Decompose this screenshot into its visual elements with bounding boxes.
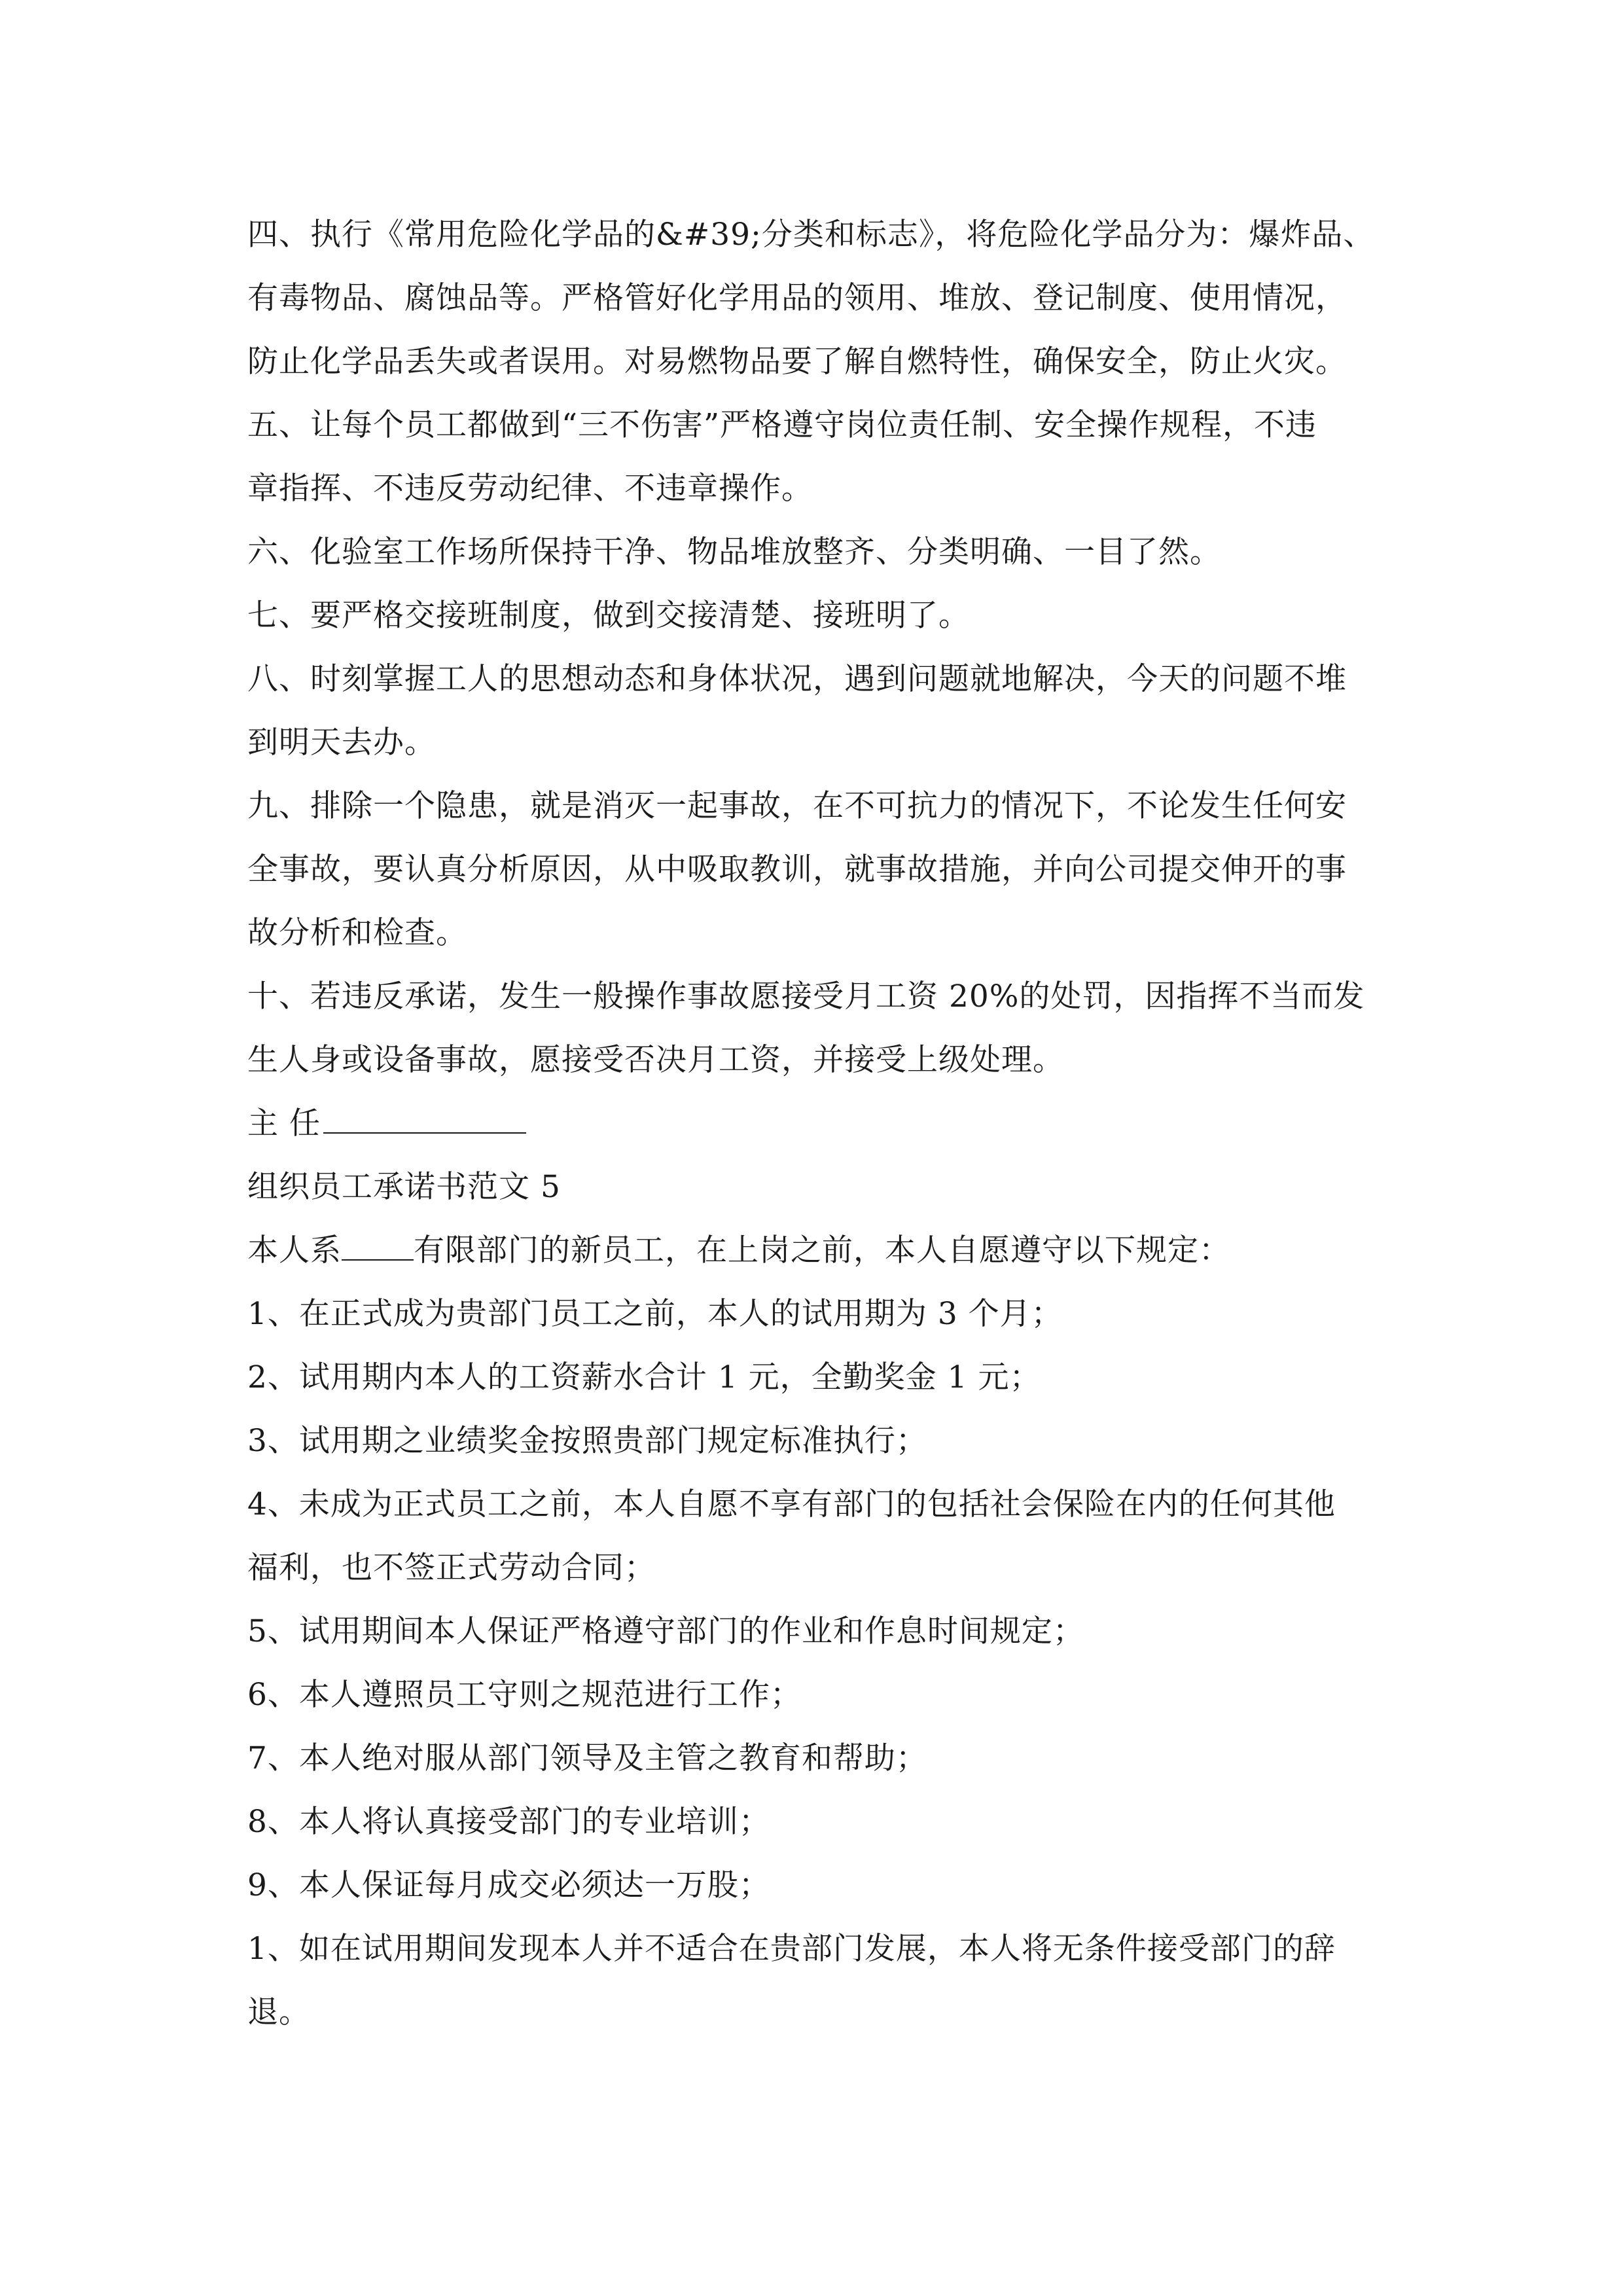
text-line: 七、要严格交接班制度，做到交接清楚、接班明了。 — [247, 598, 970, 634]
text-line: 全事故，要认真分析原因，从中吸取教训，就事故措施，并向公司提交伸开的事 — [247, 852, 1347, 888]
text-line: 六、化验室工作场所保持干净、物品堆放整齐、分类明确、一目了然。 — [247, 534, 1221, 570]
list-item: 5、试用期间本人保证严格遵守部门的作业和作息时间规定； — [247, 1613, 1084, 1649]
text-line: 章指挥、不违反劳动纪律、不违章操作。 — [247, 471, 813, 507]
list-item: 3、试用期之业绩奖金按照贵部门规定标准执行； — [247, 1423, 927, 1459]
text-line: 到明天去办。 — [247, 725, 436, 761]
intro-text-before: 本人系 — [247, 1232, 342, 1268]
text-line: 生人身或设备事故，愿接受否决月工资，并接受上级处理。 — [247, 1042, 1064, 1078]
list-item: 2、试用期内本人的工资薪水合计 1 元，全勤奖金 1 元； — [247, 1359, 1041, 1395]
signature-line — [247, 1092, 1386, 1155]
signature-label: 主 任 — [247, 1105, 321, 1141]
list-item: 4、未成为正式员工之前，本人自愿不享有部门的包括社会保险在内的任何其他 — [247, 1486, 1336, 1522]
list-item: 1、如在试用期间发现本人并不适合在贵部门发展，本人将无条件接受部门的辞 — [247, 1931, 1336, 1967]
intro-line — [247, 1219, 1386, 1282]
list-item: 7、本人绝对服从部门领导及主管之教育和帮助； — [247, 1740, 927, 1776]
list-item: 1、在正式成为贵部门员工之前，本人的试用期为 3 个月； — [247, 1296, 1063, 1332]
text-line: 四、执行《常用危险化学品的&#39;分类和标志》，将危险化学品分为：爆炸品、 — [247, 217, 1375, 253]
list-item: 退。 — [247, 1994, 310, 2030]
text-line: 有毒物品、腐蚀品等。严格管好化学用品的领用、堆放、登记制度、使用情况， — [247, 280, 1347, 316]
list-item: 6、本人遵照员工守则之规范进行工作； — [247, 1677, 802, 1713]
text-line: 防止化学品丢失或者误用。对易燃物品要了解自燃特性，确保安全，防止火灾。 — [247, 344, 1347, 380]
text-line: 故分析和检查。 — [247, 915, 467, 951]
text-line: 九、排除一个隐患，就是消灭一起事故，在不可抗力的情况下，不论发生任何安 — [247, 788, 1347, 824]
company-name-blank — [342, 1230, 414, 1261]
list-item: 9、本人保证每月成交必须达一万股； — [247, 1867, 770, 1903]
text-line: 五、让每个员工都做到“三不伤害”严格遵守岗位责任制、安全操作规程，不违 — [247, 407, 1317, 443]
text-line: 十、若违反承诺，发生一般操作事故愿接受月工资 20%的处罚，因指挥不当而发 — [247, 978, 1365, 1014]
text-line: 八、时刻掌握工人的思想动态和身体状况，遇到问题就地解决，今天的问题不堆 — [247, 661, 1347, 697]
list-item: 福利，也不签正式劳动合同； — [247, 1550, 656, 1586]
signature-blank — [323, 1103, 526, 1134]
list-item: 8、本人将认真接受部门的专业培训； — [247, 1804, 770, 1840]
intro-text-after: 有限部门的新员工，在上岗之前，本人自愿遵守以下规定： — [414, 1232, 1230, 1268]
document-page — [247, 203, 1386, 2044]
section-title: 组织员工承诺书范文 5 — [247, 1169, 561, 1205]
